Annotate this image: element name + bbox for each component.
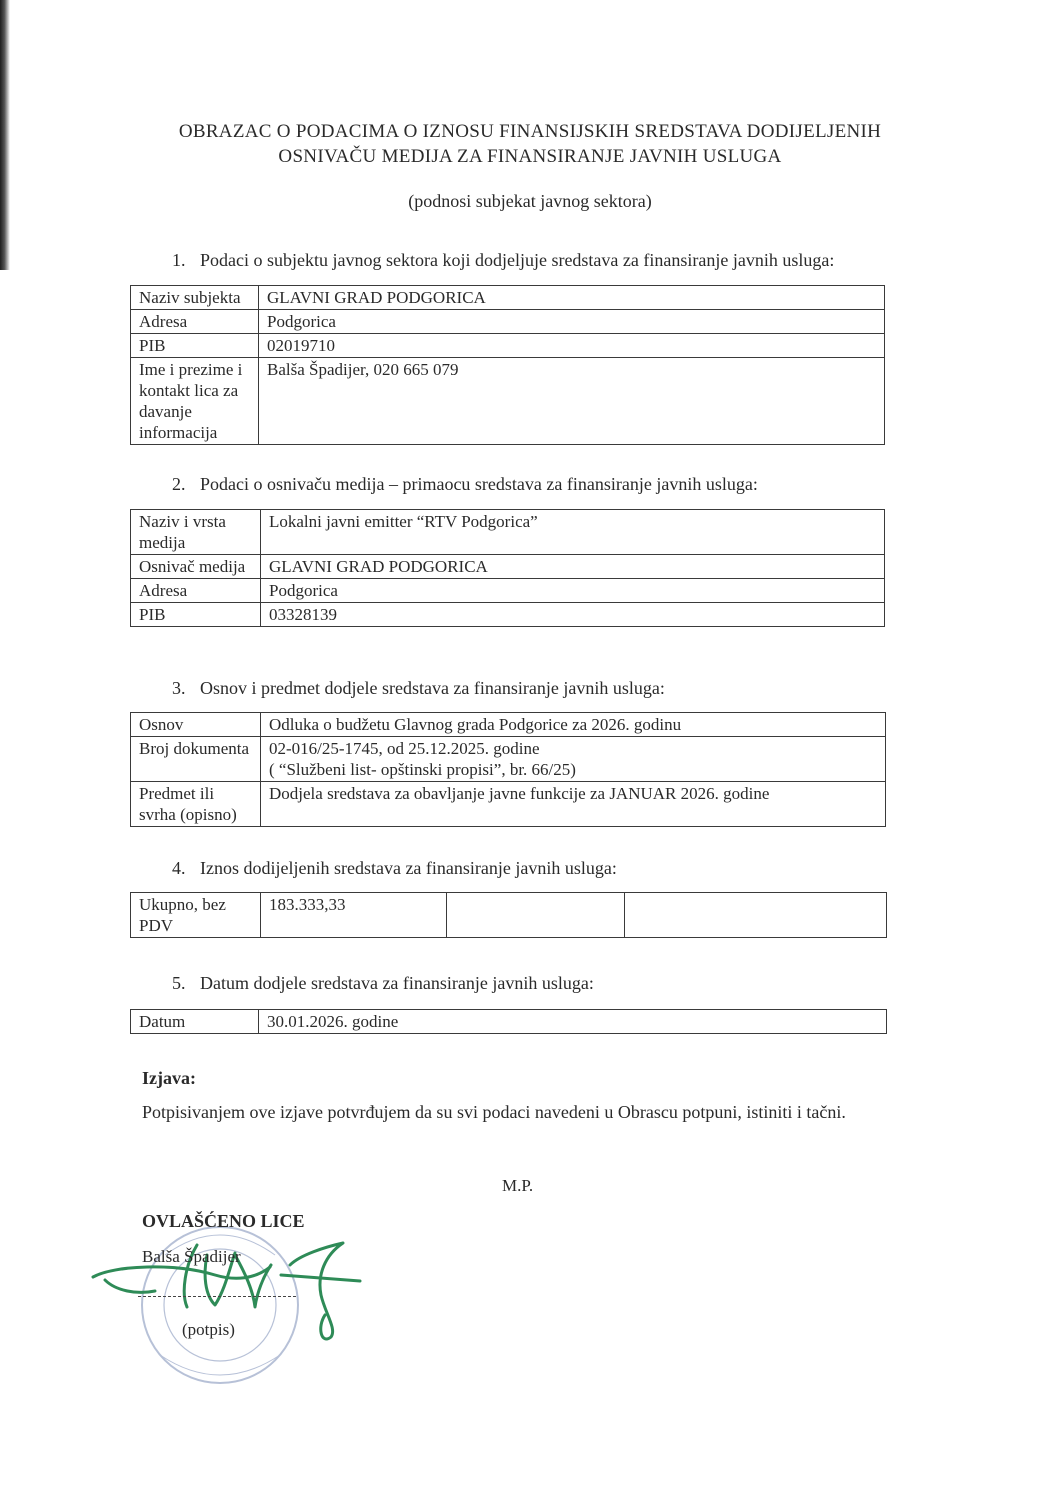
table-row [131, 579, 885, 603]
table-row [131, 310, 885, 334]
section-3-heading [172, 678, 665, 699]
section-2-heading [172, 474, 758, 495]
section-3-table [130, 712, 886, 827]
date-value: 30.01.2026. godine [259, 1010, 887, 1034]
section-number: 2. [172, 474, 186, 494]
row-value-line-2: ( “Službeni list- opštinski propisi”, br. 66/25) [269, 760, 576, 779]
table-row [131, 893, 887, 938]
amount-label: Ukupno, bez PDV [131, 893, 261, 938]
table-row [131, 555, 885, 579]
section-heading-text: Podaci o subjektu javnog sektora koji dodjeljuje sredstava za finansiranje javnih usluga: [200, 250, 835, 270]
row-label: Adresa [131, 579, 261, 603]
date-label: Datum [131, 1010, 259, 1034]
document-subtitle: (podnosi subjekat javnog sektora) [408, 191, 652, 211]
section-1-heading [172, 250, 834, 271]
table-row [131, 510, 885, 555]
row-value: Lokalni javni emitter “RTV Podgorica” [261, 510, 885, 555]
section-4-table [130, 892, 887, 938]
authorized-person-name: Balša Špadijer [142, 1247, 241, 1266]
row-label: Adresa [131, 310, 259, 334]
declaration-text: Potpisivanjem ove izjave potvrđujem da su svi podaci navedeni u Obrascu potpuni, istiniti i tačni. [142, 1102, 846, 1122]
row-label: PIB [131, 603, 261, 627]
row-value [261, 737, 886, 782]
row-value: GLAVNI GRAD PODGORICA [259, 286, 885, 310]
row-value-line: 02-016/25-1745, od 25.12.2025. godine [269, 739, 540, 758]
document-title-line-1: OBRAZAC O PODACIMA O IZNOSU FINANSIJSKIH SREDSTAVA DODIJELJENIH [178, 121, 882, 142]
amount-value: 183.333,33 [261, 893, 447, 938]
row-label: PIB [131, 334, 259, 358]
section-5-table [130, 1009, 887, 1034]
section-5-heading [172, 973, 594, 994]
table-row [131, 782, 886, 827]
row-value: Balša Špadijer, 020 665 079 [259, 358, 885, 445]
table-row [131, 713, 886, 737]
table-row [131, 603, 885, 627]
table-row [131, 334, 885, 358]
section-heading-text: Datum dodjele sredstava za finansiranje javnih usluga: [200, 973, 594, 993]
section-number: 3. [172, 678, 186, 698]
row-label: Broj dokumenta [131, 737, 261, 782]
section-number: 5. [172, 973, 186, 993]
authorized-person-label: OVLAŠĆENO LICE [142, 1211, 305, 1231]
section-1-table [130, 285, 885, 445]
seal-placeholder-label: M.P. [502, 1176, 534, 1195]
section-number: 4. [172, 858, 186, 878]
row-label: Ime i prezime i kontakt lica za davanje informacija [131, 358, 259, 445]
empty-cell [625, 893, 887, 938]
table-row [131, 1010, 887, 1034]
signature-caption: (potpis) [182, 1320, 235, 1339]
row-label: Naziv subjekta [131, 286, 259, 310]
section-heading-text: Podaci o osnivaču medija – primaocu sredstava za finansiranje javnih usluga: [200, 474, 758, 494]
row-label: Osnov [131, 713, 261, 737]
section-heading-text: Iznos dodijeljenih sredstava za finansiranje javnih usluga: [200, 858, 617, 878]
signature-line [138, 1296, 296, 1297]
row-label: Osnivač medija [131, 555, 261, 579]
document-title-line-2: OSNIVAČU MEDIJA ZA FINANSIRANJE JAVNIH USLUGA [278, 146, 782, 167]
row-value: 03328139 [261, 603, 885, 627]
table-row [131, 358, 885, 445]
section-2-table [130, 509, 885, 627]
row-value-line: Dodjela sredstava za obavljanje javne funkcije za JANUAR 2026. godine [269, 784, 770, 803]
row-value: Podgorica [259, 310, 885, 334]
table-row [131, 737, 886, 782]
section-number: 1. [172, 250, 186, 270]
row-value: 02019710 [259, 334, 885, 358]
section-4-heading [172, 858, 617, 879]
declaration-heading: Izjava: [142, 1068, 196, 1088]
section-heading-text: Osnov i predmet dodjele sredstava za finansiranje javnih usluga: [200, 678, 665, 698]
empty-cell [447, 893, 625, 938]
row-label: Naziv i vrsta medija [131, 510, 261, 555]
row-label: Predmet ili svrha (opisno) [131, 782, 261, 827]
row-value: Podgorica [261, 579, 885, 603]
row-value [261, 782, 886, 827]
row-value: GLAVNI GRAD PODGORICA [261, 555, 885, 579]
table-row [131, 286, 885, 310]
row-value [261, 713, 886, 737]
row-value-line: Odluka o budžetu Glavnog grada Podgorice za 2026. godinu [269, 715, 682, 734]
scan-edge-shadow [0, 0, 10, 270]
